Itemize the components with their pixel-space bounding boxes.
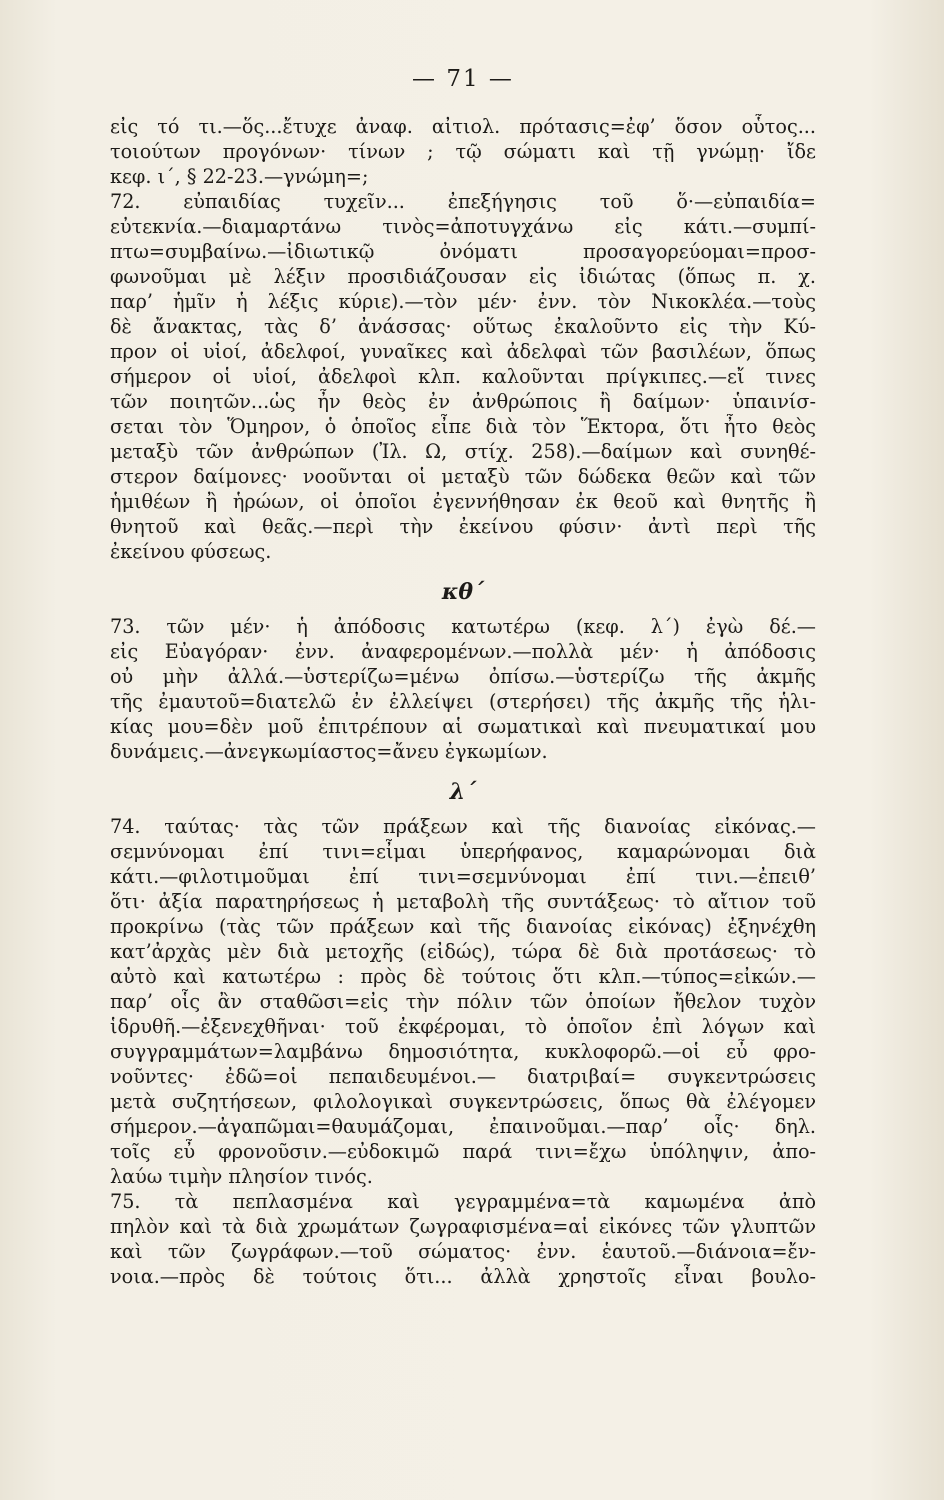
text-line: παρ’ οἷς ἂν σταθῶσι=εἰς τὴν πόλιν τῶν ὁποίων ἤθελον τυχὸν	[110, 990, 816, 1013]
page-number: — 71 —	[412, 66, 514, 92]
text-line: 72. εὐπαιδίας τυχεῖν... ἐπεξήγησις τοῦ ὅ·—εὐπαιδία=	[110, 190, 816, 213]
text-line: σεμνύνομαι ἐπί τινι=εἶμαι ὑπερήφανος, καμαρώνομαι διὰ	[110, 840, 816, 863]
text-line: προν οἱ υἱοί, ἀδελφοί, γυναῖκες καὶ ἀδελφαὶ τῶν βασιλέων, ὅπως	[110, 340, 816, 363]
text-line: λαύω τιμὴν πλησίον τινός.	[110, 1165, 373, 1188]
text-line: τῆς ἐμαυτοῦ=διατελῶ ἐν ἐλλείψει (στερήσει) τῆς ἀκμῆς τῆς ἡλι-	[110, 690, 816, 713]
text-line: σήμερον.—ἀγαπῶμαι=θαυμάζομαι, ἐπαινοῦμαι.—παρ’ οἷς· δηλ.	[110, 1115, 816, 1138]
text-line: 75. τὰ πεπλασμένα καὶ γεγραμμένα=τὰ καμωμένα ἀπὸ	[110, 1190, 816, 1213]
text-line: ἡμιθέων ἢ ἡρώων, οἱ ὁποῖοι ἐγεννήθησαν ἐκ θεοῦ καὶ θνητῆς ἢ	[110, 490, 816, 513]
text-line: καὶ τῶν ζωγράφων.—τοῦ σώματος· ἐνν. ἑαυτοῦ.—διάνοια=ἔν-	[110, 1240, 816, 1263]
text-line: σεται τὸν Ὅμηρον, ὁ ὁποῖος εἶπε διὰ τὸν Ἕκτορα, ὅτι ἦτο θεὸς	[110, 415, 816, 438]
text-line: ἐκείνου φύσεως.	[110, 540, 272, 563]
text-line: 74. ταύτας· τὰς τῶν πράξεων καὶ τῆς διανοίας εἰκόνας.—	[110, 815, 816, 838]
text-line: κεφ. ι΄, § 22-23.—γνώμη=;	[110, 165, 369, 188]
text-line: κίας μου=δὲν μοῦ ἐπιτρέπουν αἱ σωματικαὶ καὶ πνευματικαί μου	[110, 715, 816, 738]
text-line: εἰς Εὐαγόραν· ἐνν. ἀναφερομένων.—πολλὰ μέν· ἡ ἀπόδοσις	[110, 640, 816, 663]
text-line: ἱδρυθῆ.—ἐξενεχθῆναι· τοῦ ἐκφέρομαι, τὸ ὁποῖον ἐπὶ λόγων καὶ	[110, 1015, 816, 1038]
text-line: δὲ ἄνακτας, τὰς δ’ ἀνάσσας· οὕτως ἐκαλοῦντο εἰς τὴν Κύ-	[110, 315, 816, 338]
text-line: παρ’ ἡμῖν ἡ λέξις κύριε).—τὸν μέν· ἐνν. τὸν Νικοκλέα.—τοὺς	[110, 290, 816, 313]
text-line: νοια.—πρὸς δὲ τούτοις ὅτι... ἀλλὰ χρηστοῖς εἶναι βουλο-	[110, 1265, 816, 1288]
text-line: 73. τῶν μέν· ἡ ἀπόδοσις κατωτέρω (κεφ. λ΄) ἐγὼ δέ.—	[110, 615, 816, 638]
commentary-text	[110, 114, 816, 1289]
text-line: μεταξὺ τῶν ἀνθρώπων (Ἰλ. Ω, στίχ. 258).—δαίμων καὶ συνηθέ-	[110, 440, 816, 463]
text-line: τοῖς εὖ φρονοῦσιν.—εὐδοκιμῶ παρά τινι=ἔχω ὑπόληψιν, ἀπο-	[110, 1140, 816, 1163]
text-line: εὐτεκνία.—διαμαρτάνω τινὸς=ἀποτυγχάνω εἰς κάτι.—συμπί-	[110, 215, 816, 238]
text-line: οὐ μὴν ἀλλά.—ὑστερίζω=μένω ὀπίσω.—ὑστερίζω τῆς ἀκμῆς	[110, 665, 816, 688]
text-line: μετὰ συζητήσεων, φιλολογικαὶ συγκεντρώσεις, ὅπως θὰ ἐλέγομεν	[110, 1090, 816, 1113]
text-line: θνητοῦ καὶ θεᾶς.—περὶ τὴν ἐκείνου φύσιν· ἀντὶ περὶ τῆς	[110, 515, 816, 538]
text-line: συγγραμμάτων=λαμβάνω δημοσιότητα, κυκλοφορῶ.—οἱ εὖ φρο-	[110, 1040, 816, 1063]
text-line: κάτι.—φιλοτιμοῦμαι ἐπί τινι=σεμνύνομαι ἐπί τινι.—ἐπειθ’	[110, 865, 816, 888]
text-line: αὐτὸ καὶ κατωτέρω : πρὸς δὲ τούτοις ὅτι κλπ.—τύπος=εἰκών.—	[110, 965, 816, 988]
section-heading: λ΄	[449, 779, 477, 805]
text-line: στερον δαίμονες· νοοῦνται οἱ μεταξὺ τῶν δώδεκα θεῶν καὶ τῶν	[110, 465, 816, 488]
text-line: εἰς τό τι.—ὅς...ἔτυχε ἀναφ. αἰτιολ. πρότασις=ἐφ’ ὅσον οὗτος...	[110, 115, 816, 138]
text-line: νοῦντες· ἐδῶ=οἱ πεπαιδευμένοι.— διατριβαί= συγκεντρώσεις	[110, 1065, 816, 1088]
text-line: τῶν ποιητῶν...ὡς ἦν θεὸς ἐν ἀνθρώποις ἢ δαίμων· ὑπαινίσ-	[110, 390, 816, 413]
text-line: προκρίνω (τὰς τῶν πράξεων καὶ τῆς διανοίας εἰκόνας) ἐξηνέχθη	[110, 915, 816, 938]
text-line: δυνάμεις.—ἀνεγκωμίαστος=ἄνευ ἐγκωμίων.	[110, 740, 548, 763]
text-line: κατ’ἀρχὰς μὲν διὰ μετοχῆς (εἰδώς), τώρα δὲ διὰ προτάσεως· τὸ	[110, 940, 816, 963]
section-heading: κθ΄	[441, 579, 485, 605]
text-line: τοιούτων προγόνων· τίνων ; τῷ σώματι καὶ τῇ γνώμῃ· ἴδε	[110, 140, 816, 163]
text-line: ὅτι· ἀξία παρατηρήσεως ἡ μεταβολὴ τῆς συντάξεως· τὸ αἴτιον τοῦ	[110, 890, 816, 913]
text-line: πτω=συμβαίνω.—ἰδιωτικῷ ὀνόματι προσαγορεύομαι=προσ-	[110, 240, 816, 263]
text-line: σήμερον οἱ υἱοί, ἀδελφοὶ κλπ. καλοῦνται πρίγκιπες.—εἴ τινες	[110, 365, 816, 388]
text-line: φωνοῦμαι μὲ λέξιν προσιδιάζουσαν εἰς ἰδιώτας (ὅπως π. χ.	[110, 265, 816, 288]
text-line: πηλὸν καὶ τὰ διὰ χρωμάτων ζωγραφισμένα=αἱ εἰκόνες τῶν γλυπτῶν	[110, 1215, 816, 1238]
